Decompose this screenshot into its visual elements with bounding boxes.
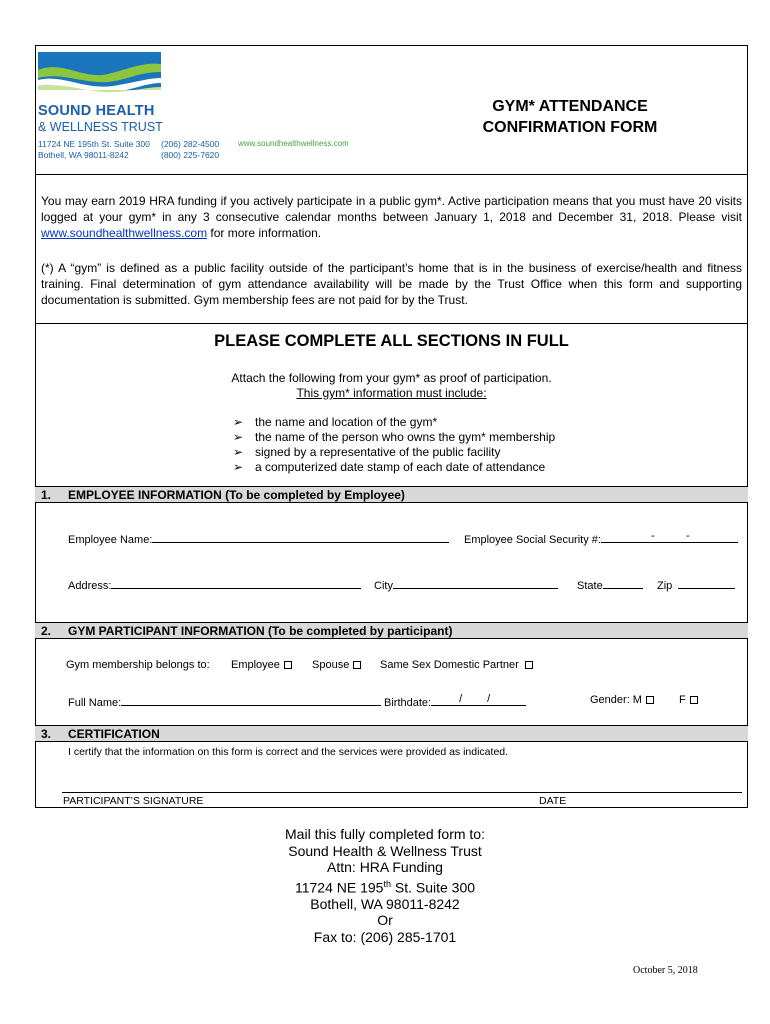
partner-checkbox[interactable] xyxy=(525,661,533,669)
form-title xyxy=(465,96,675,138)
brand-name-line1: SOUND HEALTH xyxy=(38,103,155,119)
state-field xyxy=(577,577,643,592)
gender-female xyxy=(679,694,698,706)
state-input[interactable] xyxy=(603,577,643,589)
section3-title: CERTIFICATION xyxy=(68,727,160,741)
section2-header xyxy=(35,622,748,639)
brand-address xyxy=(38,139,150,161)
mail-line4: 11724 NE 195th St. Suite 300 xyxy=(294,878,476,896)
mail-line5: Bothell, WA 98011-8242 xyxy=(310,895,460,912)
section1-header xyxy=(35,486,748,503)
ssn-separator-1: - xyxy=(650,530,655,542)
mail-line6: Or xyxy=(377,912,393,929)
ssn-label: Employee Social Security #: xyxy=(464,534,601,546)
full-name-input[interactable] xyxy=(121,694,381,706)
address-field xyxy=(68,577,361,592)
section1-number: 1. xyxy=(41,488,52,502)
divider-intro xyxy=(35,323,748,324)
bullet-list xyxy=(233,415,555,475)
gender-label: Gender: M xyxy=(590,694,642,706)
gender-f-checkbox[interactable] xyxy=(690,696,698,704)
mail-line7: Fax to: (206) 285-1701 xyxy=(313,928,457,945)
form-title-line1: GYM* ATTENDANCE xyxy=(492,98,648,115)
address-input[interactable] xyxy=(111,577,361,589)
address-label: Address: xyxy=(68,580,112,592)
intro-paragraph xyxy=(41,193,742,241)
state-label: State xyxy=(577,580,603,592)
brand-phone1: (206) 282-4500 xyxy=(161,139,220,149)
section2-title: GYM PARTICIPANT INFORMATION (To be completed by participant) xyxy=(68,624,453,638)
complete-heading: PLEASE COMPLETE ALL SECTIONS IN FULL xyxy=(214,332,569,350)
brand-name-line2: & WELLNESS TRUST xyxy=(38,120,163,134)
city-field xyxy=(374,577,558,592)
arrow-bullet-icon: ➢ xyxy=(233,415,244,429)
membership-label: Gym membership belongs to: xyxy=(66,659,210,671)
section1-title: EMPLOYEE INFORMATION (To be completed by Employee) xyxy=(68,488,405,502)
gender-male xyxy=(590,694,654,706)
ssn-separator-2: - xyxy=(685,530,690,542)
brand-website: www.soundhealthwellness.com xyxy=(238,139,349,148)
list-item: ➢ the name and location of the gym* xyxy=(233,415,438,429)
intro-text-after: for more information. xyxy=(207,226,322,240)
attach-instructions xyxy=(35,371,748,401)
signature-label: PARTICIPANT’S SIGNATURE xyxy=(63,795,204,807)
birthdate-separator-1: / xyxy=(459,693,463,705)
revision-date: October 5, 2018 xyxy=(633,965,698,976)
employee-name-label: Employee Name: xyxy=(68,534,153,546)
city-label: City xyxy=(374,580,393,592)
gender-f-label: F xyxy=(679,694,686,706)
option-spouse xyxy=(312,659,361,671)
mail-line2: Sound Health & Wellness Trust xyxy=(288,842,482,859)
employee-name-field xyxy=(68,531,449,546)
arrow-bullet-icon: ➢ xyxy=(233,430,244,444)
gym-definition: (*) A “gym” is defined as a public facility outside of the participant’s home that is in the business of exercise/health and fitness training. Final determination of gym attendance availability will be made by the Trust Office when this form and supporting documentation is submitted. Gym membership fees are not paid for by the Trust. xyxy=(41,261,742,307)
intro-text-before: You may earn 2019 HRA funding if you actively participate in a public gym*. Active participation means that you must have 20 visits logged at your gym* in any 3 consecutive calendar months between January 1, 2018 and December 31, 2018. Please visit xyxy=(41,194,742,224)
spouse-checkbox[interactable] xyxy=(353,661,361,669)
ssn-field xyxy=(464,531,738,546)
zip-input[interactable] xyxy=(678,577,735,589)
mail-line1: Mail this fully completed form to: xyxy=(285,826,485,842)
option-spouse-label: Spouse xyxy=(312,659,350,671)
section2-number: 2. xyxy=(41,624,52,638)
brand-phone2: (800) 225-7620 xyxy=(161,150,220,160)
mailing-instructions xyxy=(235,826,535,945)
option-employee-label: Employee xyxy=(231,659,280,671)
full-name-field xyxy=(68,694,381,709)
option-partner-label: Same Sex Domestic Partner xyxy=(380,659,519,671)
zip-field xyxy=(657,577,735,592)
date-label: DATE xyxy=(539,795,567,807)
website-link[interactable]: www.soundhealthwellness.com xyxy=(41,226,208,240)
city-input[interactable] xyxy=(393,577,558,589)
employee-checkbox[interactable] xyxy=(284,661,292,669)
brand-address-line2: Bothell, WA 98011-8242 xyxy=(38,150,129,160)
mail-line3: Attn: HRA Funding xyxy=(327,859,443,875)
list-item: ➢ a computerized date stamp of each date of attendance xyxy=(233,460,546,474)
arrow-bullet-icon: ➢ xyxy=(233,460,244,474)
section3-number: 3. xyxy=(41,727,52,741)
section3-header xyxy=(35,725,748,742)
zip-label: Zip xyxy=(657,580,673,592)
brand-address-line1: 11724 NE 195th St. Suite 300 xyxy=(38,139,150,149)
full-name-label: Full Name: xyxy=(68,697,122,709)
list-item: ➢ signed by a representative of the public facility xyxy=(233,445,501,459)
ssn-input[interactable] xyxy=(601,531,738,543)
signature-line[interactable] xyxy=(62,792,742,793)
option-partner xyxy=(380,659,533,671)
birthdate-input[interactable] xyxy=(431,694,526,706)
form-title-line2: CONFIRMATION FORM xyxy=(482,119,658,136)
birthdate-field xyxy=(384,694,526,709)
arrow-bullet-icon: ➢ xyxy=(233,445,244,459)
divider-header xyxy=(35,174,748,175)
attach-line1: Attach the following from your gym* as proof of participation. xyxy=(231,371,552,385)
employee-name-input[interactable] xyxy=(152,531,449,543)
option-employee xyxy=(231,659,292,671)
certification-statement: I certify that the information on this form is correct and the services were provided as indicated. xyxy=(68,746,509,758)
list-item: ➢ the name of the person who owns the gym* membership xyxy=(233,430,556,444)
birthdate-label: Birthdate: xyxy=(384,697,432,709)
birthdate-separator-2: / xyxy=(487,693,491,705)
gender-m-checkbox[interactable] xyxy=(646,696,654,704)
attach-line2: This gym* information must include: xyxy=(296,386,487,400)
brand-phones xyxy=(161,139,219,161)
